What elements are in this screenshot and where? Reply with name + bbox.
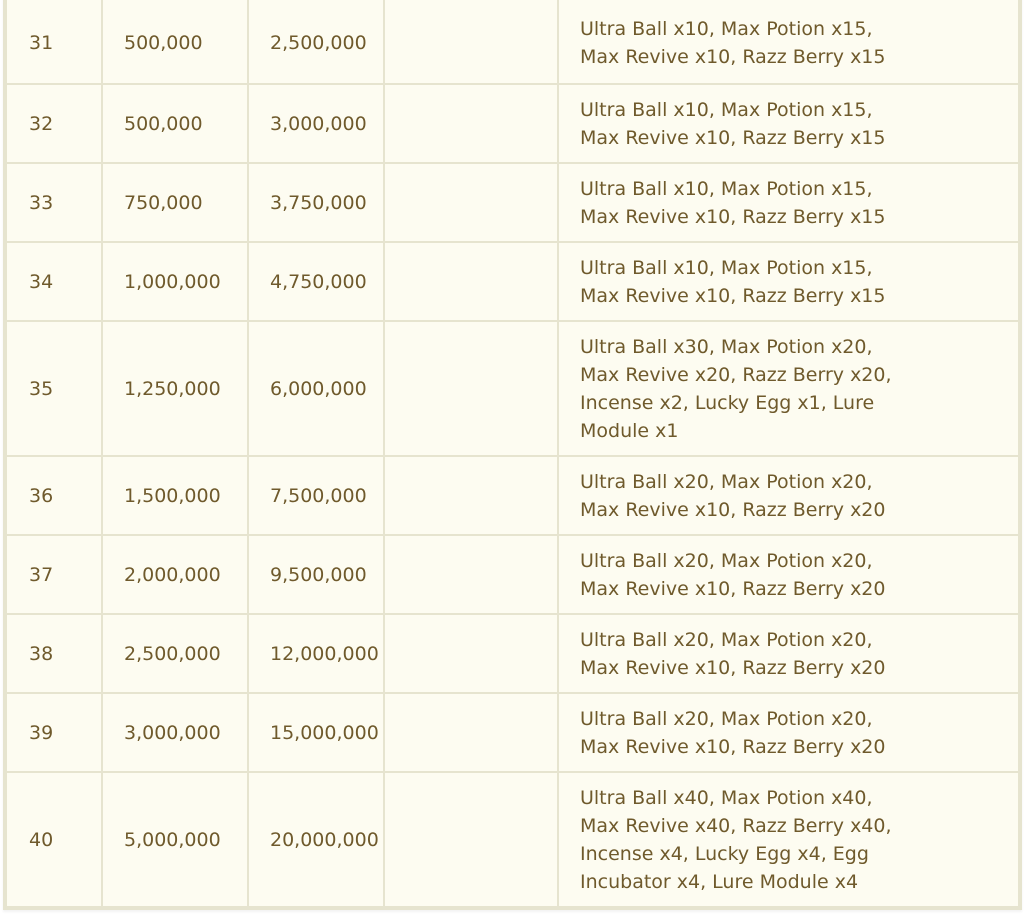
table-row — [6, 614, 1019, 693]
rewards-line: Ultra Ball x10, Max Potion x15, — [580, 177, 873, 200]
empty-cell — [384, 163, 558, 242]
rewards-line: Max Revive x10, Razz Berry x20 — [580, 577, 886, 600]
empty-cell — [384, 84, 558, 163]
rewards-cell — [558, 84, 1019, 163]
table-row — [6, 321, 1019, 456]
rewards-line: Max Revive x10, Razz Berry x20 — [580, 656, 886, 679]
xp-required-cell: 1,250,000 — [102, 321, 248, 456]
xp-required-cell: 500,000 — [102, 84, 248, 163]
xp-required-cell: 2,500,000 — [102, 614, 248, 693]
rewards-cell — [558, 163, 1019, 242]
rewards-cell — [558, 242, 1019, 321]
rewards-cell — [558, 535, 1019, 614]
level-cell: 40 — [6, 772, 102, 907]
total-xp-cell: 15,000,000 — [248, 693, 384, 772]
rewards-line: Max Revive x10, Razz Berry x15 — [580, 46, 886, 68]
xp-required-cell: 2,000,000 — [102, 535, 248, 614]
empty-cell — [384, 693, 558, 772]
xp-required-cell: 3,000,000 — [102, 693, 248, 772]
rewards-line: Max Revive x10, Razz Berry x15 — [580, 284, 886, 307]
table-row — [6, 0, 1019, 84]
rewards-line: Ultra Ball x20, Max Potion x20, — [580, 470, 873, 493]
total-xp-cell: 9,500,000 — [248, 535, 384, 614]
level-cell: 39 — [6, 693, 102, 772]
total-xp-cell: 12,000,000 — [248, 614, 384, 693]
xp-required-cell: 1,500,000 — [102, 456, 248, 535]
rewards-line: Ultra Ball x30, Max Potion x20, — [580, 335, 873, 358]
empty-cell — [384, 0, 558, 84]
level-cell: 36 — [6, 456, 102, 535]
level-cell: 31 — [6, 0, 102, 84]
level-cell: 37 — [6, 535, 102, 614]
level-cell: 32 — [6, 84, 102, 163]
rewards-line: Module x1 — [580, 419, 679, 442]
rewards-cell — [558, 456, 1019, 535]
level-cell: 38 — [6, 614, 102, 693]
rewards-line: Ultra Ball x20, Max Potion x20, — [580, 707, 873, 730]
rewards-table-grid — [5, 0, 1020, 908]
total-xp-cell: 7,500,000 — [248, 456, 384, 535]
empty-cell — [384, 614, 558, 693]
xp-required-cell: 1,000,000 — [102, 242, 248, 321]
rewards-line: Incense x2, Lucky Egg x1, Lure — [580, 391, 875, 414]
total-xp-cell: 2,500,000 — [248, 0, 384, 84]
rewards-cell — [558, 614, 1019, 693]
empty-cell — [384, 242, 558, 321]
xp-required-cell: 500,000 — [102, 0, 248, 84]
rewards-line: Ultra Ball x20, Max Potion x20, — [580, 549, 873, 572]
rewards-line: Max Revive x40, Razz Berry x40, — [580, 814, 892, 837]
rewards-line: Max Revive x10, Razz Berry x15 — [580, 126, 886, 149]
table-row — [6, 242, 1019, 321]
rewards-line: Max Revive x20, Razz Berry x20, — [580, 363, 892, 386]
rewards-cell — [558, 0, 1019, 84]
level-cell: 35 — [6, 321, 102, 456]
rewards-line: Incubator x4, Lure Module x4 — [580, 870, 859, 893]
total-xp-cell: 4,750,000 — [248, 242, 384, 321]
total-xp-cell: 6,000,000 — [248, 321, 384, 456]
rewards-cell — [558, 772, 1019, 907]
rewards-line: Ultra Ball x10, Max Potion x15, — [580, 256, 873, 279]
xp-required-cell: 750,000 — [102, 163, 248, 242]
empty-cell — [384, 321, 558, 456]
empty-cell — [384, 772, 558, 907]
table-row — [6, 535, 1019, 614]
total-xp-cell: 20,000,000 — [248, 772, 384, 907]
level-rewards-table — [3, 0, 1022, 910]
rewards-line: Ultra Ball x40, Max Potion x40, — [580, 786, 873, 809]
rewards-line: Ultra Ball x20, Max Potion x20, — [580, 628, 873, 651]
empty-cell — [384, 535, 558, 614]
total-xp-cell: 3,750,000 — [248, 163, 384, 242]
xp-required-cell: 5,000,000 — [102, 772, 248, 907]
level-cell: 33 — [6, 163, 102, 242]
rewards-line: Ultra Ball x10, Max Potion x15, — [580, 98, 873, 121]
total-xp-cell: 3,000,000 — [248, 84, 384, 163]
rewards-line: Max Revive x10, Razz Berry x20 — [580, 735, 886, 758]
rewards-cell — [558, 321, 1019, 456]
table-row — [6, 163, 1019, 242]
table-row — [6, 772, 1019, 907]
level-cell: 34 — [6, 242, 102, 321]
rewards-line: Max Revive x10, Razz Berry x15 — [580, 205, 886, 228]
rewards-line: Max Revive x10, Razz Berry x20 — [580, 498, 886, 521]
rewards-cell — [558, 693, 1019, 772]
table-row — [6, 84, 1019, 163]
rewards-line: Incense x4, Lucky Egg x4, Egg — [580, 842, 869, 865]
empty-cell — [384, 456, 558, 535]
table-row — [6, 456, 1019, 535]
rewards-line: Ultra Ball x10, Max Potion x15, — [580, 18, 873, 40]
table-row — [6, 693, 1019, 772]
